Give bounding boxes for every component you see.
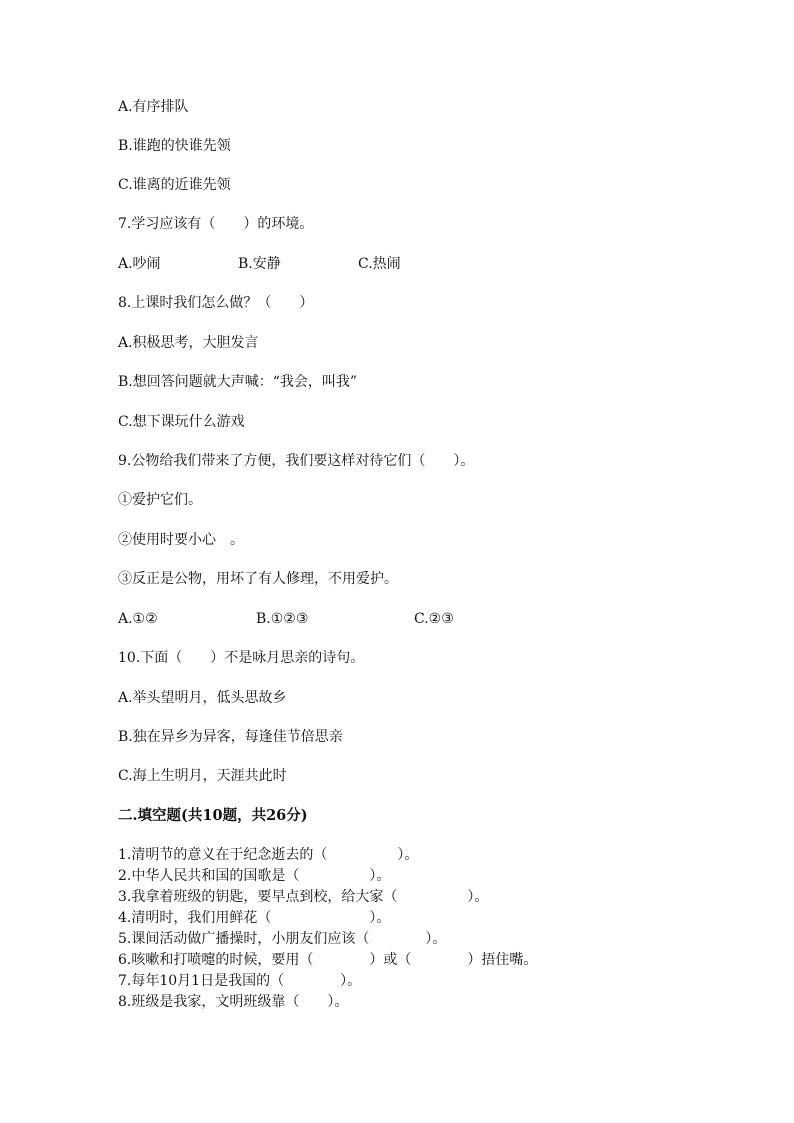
q6-option-b: B.谁跑的快谁先领 bbox=[118, 138, 231, 154]
q6-option-c: C.谁离的近谁先领 bbox=[118, 177, 231, 193]
q8-option-a: A.积极思考，大胆发言 bbox=[118, 335, 259, 351]
q10-option-c: C.海上生明月，天涯共此时 bbox=[118, 768, 287, 784]
fill-item-1: 1.清明节的意义在于纪念逝去的（ ）。 bbox=[118, 847, 419, 863]
q9-stem: 9.公物给我们带来了方便，我们要这样对待它们（ ）。 bbox=[118, 453, 475, 469]
q7-stem: 7.学习应该有（ ）的环境。 bbox=[118, 216, 314, 232]
q6-option-a: A.有序排队 bbox=[118, 99, 189, 115]
fill-item-4: 4.清明时，我们用鲜花（ ）。 bbox=[118, 910, 391, 926]
q8-option-b: B.想回答问题就大声喊：“我会，叫我” bbox=[118, 374, 358, 390]
q10-option-a: A.举头望明月，低头思故乡 bbox=[118, 690, 287, 706]
q8-stem: 8.上课时我们怎么做？（ ） bbox=[118, 295, 314, 311]
q9-statement-2: ②使用时要小心 。 bbox=[118, 532, 244, 548]
q9-statement-3: ③反正是公物，用坏了有人修理，不用爱护。 bbox=[118, 571, 398, 587]
q7-option-b: B.安静 bbox=[238, 256, 281, 272]
q8-option-c: C.想下课玩什么游戏 bbox=[118, 414, 245, 430]
q10-option-b: B.独在异乡为异客，每逢佳节倍思亲 bbox=[118, 729, 343, 745]
fill-item-2: 2.中华人民共和国的国歌是（ ）。 bbox=[118, 868, 391, 884]
q9-option-c: C.②③ bbox=[414, 611, 454, 627]
fill-item-3: 3.我拿着班级的钥匙，要早点到校，给大家（ ）。 bbox=[118, 889, 489, 905]
fill-item-5: 5.课间活动做广播操时，小朋友们应该（ ）。 bbox=[118, 931, 447, 947]
section-2-title: 二.填空题(共10题，共26分) bbox=[118, 807, 308, 824]
q9-option-a: A.①② bbox=[118, 611, 158, 627]
q7-option-c: C.热闹 bbox=[358, 256, 401, 272]
q10-stem: 10.下面（ ）不是咏月思亲的诗句。 bbox=[118, 650, 365, 666]
q9-statement-1: ①爱护它们。 bbox=[118, 492, 202, 508]
fill-item-6: 6.咳嗽和打喷嚏的时候，要用（ ）或（ ）捂住嘴。 bbox=[118, 952, 538, 968]
fill-item-8: 8.班级是我家，文明班级靠（ ）。 bbox=[118, 994, 349, 1010]
q7-option-a: A.吵闹 bbox=[118, 256, 161, 272]
q9-option-b: B.①②③ bbox=[256, 611, 309, 627]
fill-item-7: 7.每年10月1日是我国的（ ）。 bbox=[118, 973, 362, 989]
